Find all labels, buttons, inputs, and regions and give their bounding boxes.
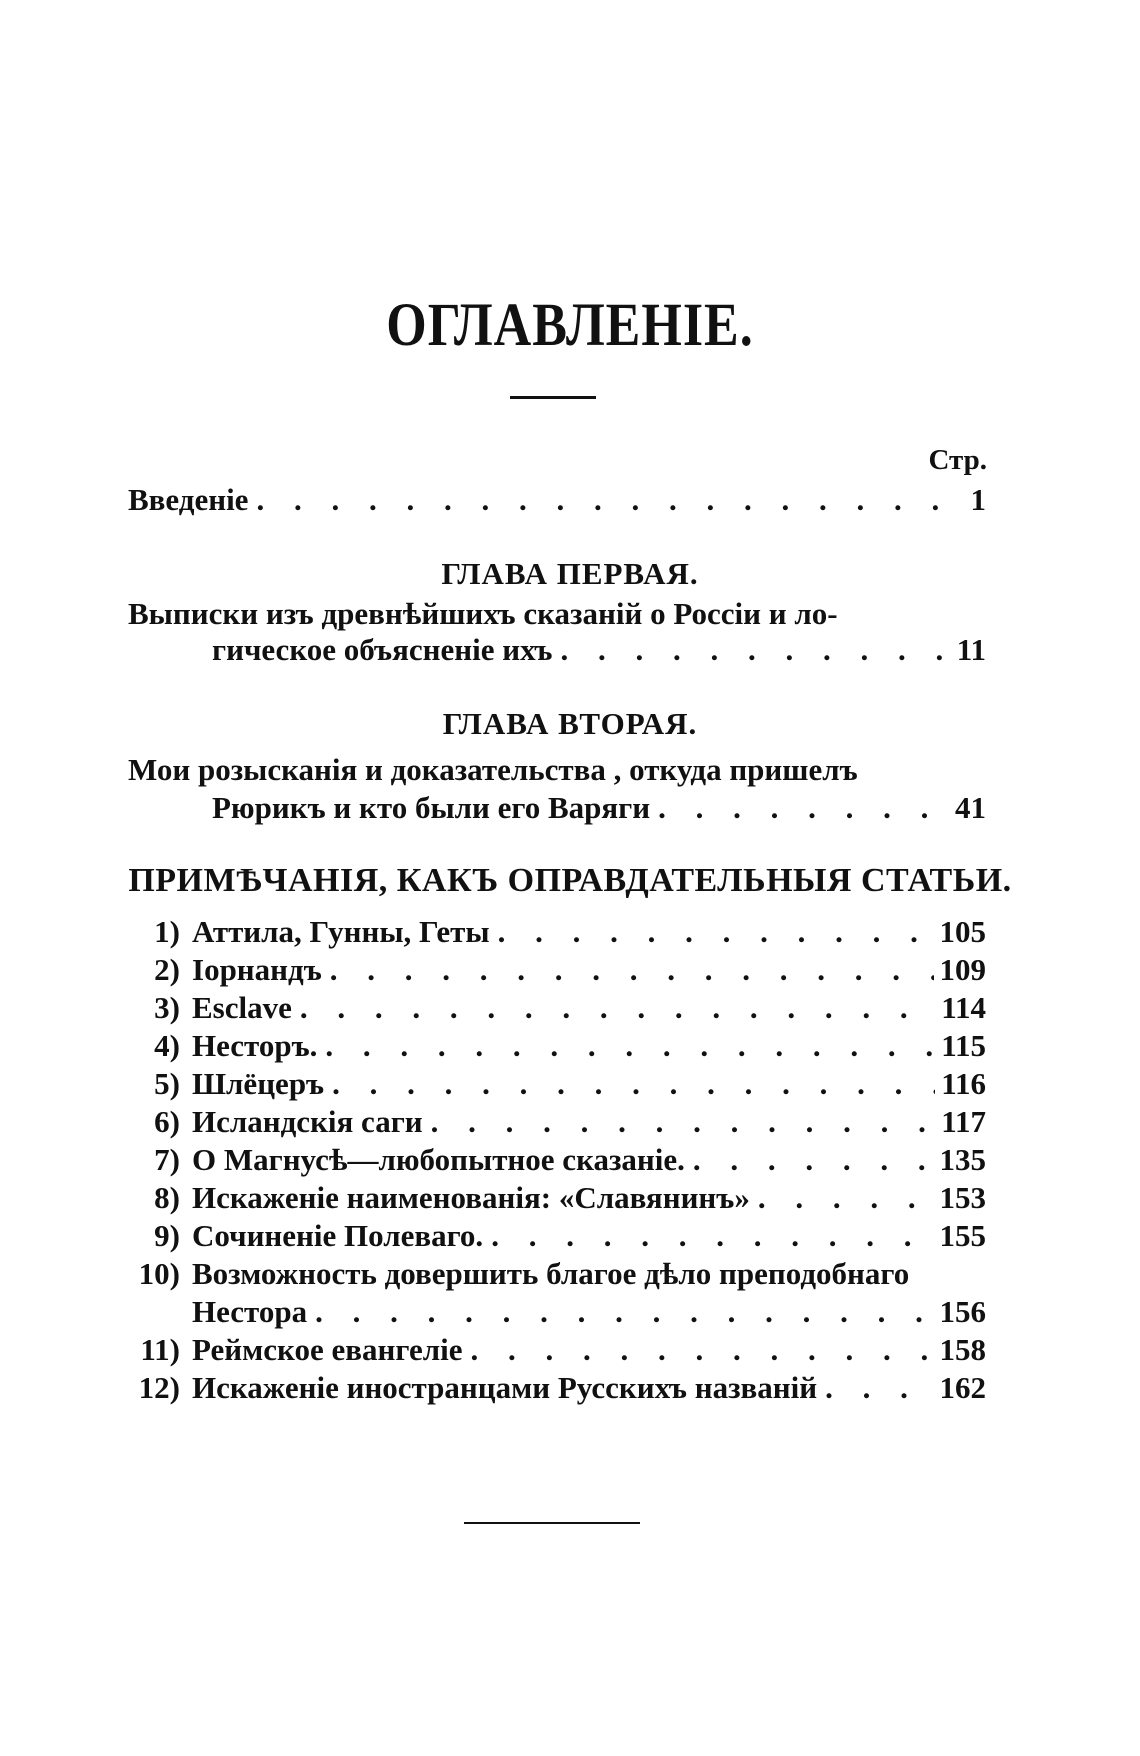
toc-entry-note[interactable] — [124, 952, 986, 988]
toc-entry-note[interactable] — [124, 1142, 986, 1178]
entry-page: 41 — [955, 790, 986, 825]
entry-label: Реймское евангеліе — [192, 1332, 463, 1367]
note-number: 5) — [154, 1066, 180, 1101]
entry-label: Шлёцеръ — [192, 1066, 325, 1101]
dot-leader — [431, 1104, 936, 1140]
note-number: 3) — [154, 990, 180, 1025]
toc-entry-note[interactable] — [124, 1370, 986, 1406]
note-number: 8) — [154, 1180, 180, 1215]
note-number: 11) — [140, 1332, 180, 1367]
note-number: 6) — [154, 1104, 180, 1139]
title-divider — [510, 396, 596, 399]
toc-entry-note[interactable] — [124, 990, 986, 1026]
bottom-divider — [464, 1522, 640, 1524]
dot-leader — [332, 1066, 935, 1102]
dot-leader — [330, 952, 934, 988]
entry-page: 158 — [939, 1332, 986, 1367]
entry-page: 109 — [939, 952, 986, 987]
dot-leader — [300, 990, 935, 1026]
entry-label: Нестора — [192, 1294, 308, 1329]
dot-leader — [758, 1180, 934, 1216]
entry-label: Исландскія саги — [192, 1104, 423, 1139]
entry-page: 153 — [939, 1180, 986, 1215]
toc-entry-note[interactable] — [124, 1028, 986, 1064]
note-number: 10) — [138, 1256, 180, 1291]
dot-leader — [325, 1028, 935, 1064]
chapter-one-heading: ГЛАВА ПЕРВАЯ. — [441, 556, 699, 591]
entry-page: 162 — [939, 1370, 986, 1405]
dot-leader — [693, 1142, 934, 1178]
note-number: 12) — [138, 1370, 180, 1405]
toc-entry-note[interactable] — [192, 1294, 986, 1330]
dot-leader — [658, 790, 949, 826]
dot-leader — [315, 1294, 933, 1330]
toc-entry-note[interactable] — [124, 914, 986, 950]
entry-label: Аттила, Гунны, Геты — [192, 914, 490, 949]
dot-leader — [256, 482, 964, 518]
dot-leader — [825, 1370, 933, 1406]
entry-label: Введеніе — [128, 482, 249, 517]
toc-entry-chapter-one[interactable] — [212, 632, 986, 668]
entry-label: Несторъ. — [192, 1028, 318, 1063]
entry-label: Возможность довершить благое дѣло преподобнаго — [192, 1256, 910, 1291]
toc-entry-note[interactable] — [124, 1180, 986, 1216]
chapter-one-line1: Выписки изъ древнѣйшихъ сказаній о Россіи и ло- — [128, 596, 838, 631]
dot-leader — [498, 914, 934, 950]
note-number: 9) — [154, 1218, 180, 1253]
chapter-two-line1: Мои розысканія и доказательства , откуда пришелъ — [128, 752, 858, 787]
entry-page: 135 — [939, 1142, 986, 1177]
entry-page: 117 — [941, 1104, 986, 1139]
toc-entry-note[interactable] — [124, 1104, 986, 1140]
entry-page: 155 — [939, 1218, 986, 1253]
dot-leader — [560, 632, 950, 668]
entry-page: 1 — [970, 482, 986, 517]
entry-label: гическое объясненіе ихъ — [212, 632, 553, 667]
entry-page: 105 — [939, 914, 986, 949]
entry-label: Esclave — [192, 990, 292, 1025]
entry-page: 115 — [941, 1028, 986, 1063]
toc-entry-note[interactable] — [124, 1218, 986, 1254]
page-column-label: Стр. — [928, 444, 987, 476]
toc-entry-chapter-two[interactable] — [212, 790, 986, 826]
toc-entry-note[interactable] — [124, 1066, 986, 1102]
entry-label: Искаженіе иностранцами Русскихъ названій — [192, 1370, 818, 1405]
toc-entry-note-line1 — [124, 1256, 909, 1292]
entry-page: 114 — [941, 990, 986, 1025]
dot-leader — [491, 1218, 933, 1254]
entry-page: 11 — [956, 632, 986, 667]
notes-heading: ПРИМѢЧАНІЯ, КАКЪ ОПРАВДАТЕЛЬНЫЯ СТАТЬИ. — [128, 862, 1012, 899]
page-title: ОГЛАВЛЕНІЕ. — [386, 291, 754, 360]
note-number: 4) — [154, 1028, 180, 1063]
note-number: 1) — [154, 914, 180, 949]
toc-entry-introduction[interactable] — [128, 482, 986, 518]
entry-page: 156 — [939, 1294, 986, 1329]
toc-entry-note[interactable] — [124, 1332, 986, 1368]
entry-label: Сочиненіе Полеваго. — [192, 1218, 484, 1253]
note-number: 7) — [154, 1142, 180, 1177]
dot-leader — [471, 1332, 934, 1368]
entry-label: О Магнусѣ—любопытное сказаніе. — [192, 1142, 685, 1177]
note-number: 2) — [154, 952, 180, 987]
entry-page: 116 — [941, 1066, 986, 1101]
entry-label: Іорнандъ — [192, 952, 322, 987]
chapter-two-heading: ГЛАВА ВТОРАЯ. — [442, 706, 698, 741]
entry-label: Искаженіе наименованія: «Славянинъ» — [192, 1180, 750, 1215]
entry-label: Рюрикъ и кто были его Варяги — [212, 790, 651, 825]
